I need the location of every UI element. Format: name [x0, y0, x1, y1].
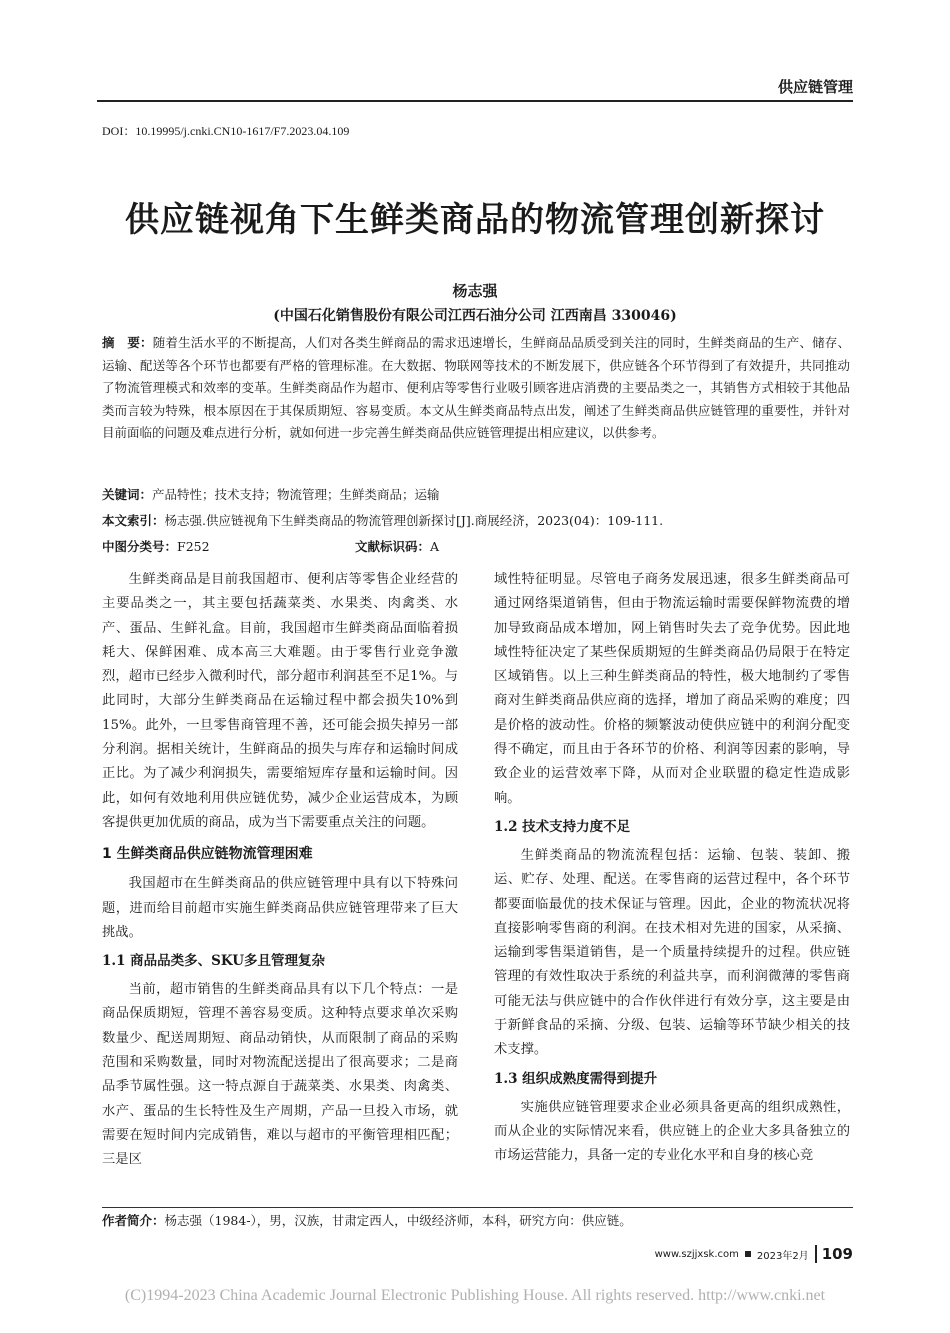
citation-text: 杨志强.供应链视角下生鲜类商品的物流管理创新探讨[J].商展经济，2023(04)：109-111. [164, 513, 664, 528]
section-1-heading: 1 生鲜类商品供应链物流管理困难 [102, 846, 313, 863]
page-footer [655, 1245, 853, 1263]
copyright-watermark: (C)1994-2023 China Academic Journal Electronic Publishing House. All rights reserved. http://www.cnki.net [124, 1287, 826, 1304]
author-name: 杨志强 [452, 282, 498, 300]
section-1-3-heading: 1.3 组织成熟度需得到提升 [494, 1070, 658, 1087]
abstract-label: 摘 要： [102, 335, 153, 350]
citation-label: 本文索引： [102, 513, 165, 528]
author-affiliation: (中国石化销售股份有限公司江西石油分公司 江西南昌 330046) [273, 308, 677, 324]
doc-code-label: 文献标识码： [355, 539, 431, 554]
intro-paragraph: 生鲜类商品是目前我国超市、便利店等零售企业经营的主要品类之一，其主要包括蔬菜类、水果类、肉禽类、水产、蛋品、生鲜礼盒。目前，我国超市生鲜类商品面临着损耗大、保鲜困难、成本高三大难题。由于零售行业竞争激烈，超市已经步入微利时代，部分超市利润甚至不足1%。与此同时，大部分生鲜类商品在运输过程中都会损失10%到15%。此外，一旦零售商管理不善，还可能会损失掉另一部分利润。据相关统计，生鲜商品的损失与库存和运输时间成正比。为了减少利润损失，需要缩短库存量和运输时间。因此，如何有效地利用供应链优势，减少企业运营成本，为顾客提供更加优质的商品，成为当下需要重点关注的问题。 [102, 572, 458, 830]
section-1-paragraph: 我国超市在生鲜类商品的供应链管理中具有以下特殊问题，进而给目前超市实施生鲜类商品供应链管理带来了巨大挑战。 [102, 876, 458, 940]
keywords-label: 关键词： [102, 487, 153, 502]
bio-text: 杨志强（1984-），男，汉族，甘肃定西人，中级经济师，本科，研究方向：供应链。 [164, 1213, 632, 1228]
article-title: 供应链视角下生鲜类商品的物流管理创新探讨 [125, 200, 825, 240]
section-1-1-paragraph: 当前，超市销售的生鲜类商品具有以下几个特点：一是商品保质期短，管理不善容易变质。这种特点要求单次采购数量少、配送周期短、商品动销快，从而限制了商品的采购范围和采购数量，同时对物流配送提出了很高要求；二是商品季节属性强。这一特点源自于蔬菜类、水果类、肉禽类、水产、蛋品的生长特性及生产周期，产品一旦投入市场，就需要在短时间内完成销售，难以与超市的平衡管理相匹配；三是区 [102, 982, 458, 1168]
section-1-2-heading: 1.2 技术支持力度不足 [494, 818, 631, 835]
doi-line: DOI：10.19995/j.cnki.CN10-1617/F7.2023.04.109 [102, 124, 350, 138]
section-1-3-paragraph: 实施供应链管理要求企业必须具备更高的组织成熟性，而从企业的实际情况来看，供应链上的企业大多具备独立的市场运营能力，具备一定的专业化水平和自身的核心竞 [494, 1099, 850, 1164]
column-left [102, 568, 458, 1173]
section-1-1-continued: 域性特征明显。尽管电子商务发展迅速，很多生鲜类商品可通过网络渠道销售，但由于物流运输时需要保鲜物流费的增加导致商品成本增加，网上销售时失去了竞争优势。因此地域性特征决定了某些保质期短的生鲜类商品仍局限于在特定区域销售。以上三种生鲜类商品的特性，极大地制约了零售商对生鲜类商品供应商的选择，增加了商品采购的难度；四是价格的波动性。价格的频繁波动使供应链中的利润分配变得不确定，而且由于各环节的价格、利润等因素的影响，导致企业的运营效率下降，从而对企业联盟的稳定性造成影响。 [494, 572, 850, 806]
author-bio [102, 1211, 632, 1229]
abstract [102, 332, 850, 445]
section-1-2-paragraph: 生鲜类商品的物流流程包括：运输、包装、装卸、搬运、贮存、处理、配送。在零售商的运营过程中，各个环节都要面临最优的技术保证与管理。因此，企业的物流状况将直接影响零售商的利润。在技术相对先进的国家，从采摘、运输到零售渠道销售，是一个质量持续提升的过程。供应链管理的有效性取决于系统的利益共享，而利润微薄的零售商可能无法与供应链中的合作伙伴进行有效分享，这主要是由于新鲜食品的采摘、分级、包装、运输等环节缺少相关的技术支撑。 [494, 847, 850, 1058]
page-number: 109 [815, 1245, 853, 1263]
section-header: 供应链管理 [777, 78, 853, 96]
abstract-text: 随着生活水平的不断提高，人们对各类生鲜商品的需求迅速增长，生鲜商品品质受到关注的同时，生鲜类商品的生产、储存、运输、配送等各个环节也都要有严格的管理标准。在大数据、物联网等技术的不断发展下，供应链各个环节得到了有效提升，共同推动了物流管理模式和效率的变革。生鲜类商品作为超市、便利店等零售行业吸引顾客进店消费的主要品类之一，其销售方式相较于其他品类而言较为特殊，根本原因在于其保质期短、容易变质。本文从生鲜类商品特点出发，阐述了生鲜类商品供应链管理的重要性，并针对目前面临的问题及难点进行分析，就如何进一步完善生鲜类商品供应链管理提出相应建议，以供参考。 [102, 335, 850, 440]
doc-code-value: A [430, 539, 440, 554]
keywords [102, 485, 850, 503]
bio-label: 作者简介： [102, 1213, 165, 1228]
footnote-rule [102, 1207, 853, 1208]
journal-site: www.szjjxsk.com [654, 1248, 739, 1260]
column-right [494, 568, 850, 1169]
document-code [355, 537, 439, 555]
citation [102, 511, 850, 529]
keywords-text: 产品特性；技术支持；物流管理；生鲜类商品；运输 [152, 487, 440, 502]
header-rule [97, 100, 853, 102]
section-1-1-heading: 1.1 商品品类多、SKU多且管理复杂 [102, 953, 325, 970]
square-bullet-icon [745, 1251, 751, 1257]
clc-number [102, 537, 210, 555]
clc-value: F252 [177, 539, 210, 554]
issue-date: 2023年2月 [756, 1250, 809, 1262]
clc-label: 中图分类号： [102, 539, 178, 554]
